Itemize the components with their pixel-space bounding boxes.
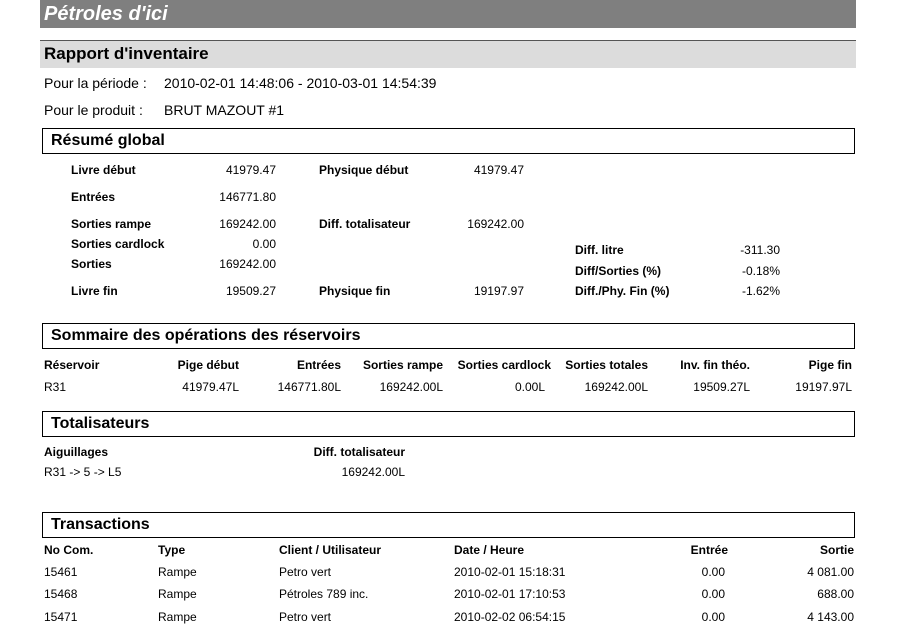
table-row-pige-fin: 19197.97L bbox=[795, 380, 852, 394]
table-row-entree: 0.00 bbox=[701, 610, 725, 624]
aiguillages-header: Aiguillages bbox=[44, 445, 109, 459]
table-row-aiguillage: R31 -> 5 -> L5 bbox=[44, 465, 122, 479]
table-row-sorties-totales: 169242.00L bbox=[584, 380, 648, 394]
entree-header: Entrée bbox=[690, 543, 728, 557]
entrees-value: 146771.80 bbox=[219, 190, 276, 204]
livre-debut-label: Livre début bbox=[71, 163, 136, 177]
table-row-reservoir: R31 bbox=[44, 380, 67, 394]
table-row-entrees: 146771.80L bbox=[277, 380, 341, 394]
sorties-totales-header: Sorties totales bbox=[565, 358, 648, 372]
type-header: Type bbox=[158, 543, 186, 557]
sorties-cardlock-header: Sorties cardlock bbox=[457, 358, 551, 372]
table-row-client: Petro vert bbox=[279, 610, 332, 624]
diff-phy-fin-value: -1.62% bbox=[741, 284, 780, 298]
diff-litre-label: Diff. litre bbox=[575, 243, 624, 257]
table-row-type: Rampe bbox=[158, 610, 197, 624]
diff-totalisateur-label: Diff. totalisateur bbox=[319, 217, 411, 231]
reservoirs-section-title: Sommaire des opérations des réservoirs bbox=[42, 323, 855, 349]
table-row-sortie: 4 143.00 bbox=[807, 610, 854, 624]
diff-totalisateur-header: Diff. totalisateur bbox=[313, 445, 405, 459]
table-row-no-com: 15471 bbox=[44, 610, 78, 624]
sorties-cardlock-label: Sorties cardlock bbox=[71, 237, 165, 251]
client-header: Client / Utilisateur bbox=[279, 543, 382, 557]
period-label: Pour la période : bbox=[44, 75, 147, 91]
diff-sorties-label: Diff/Sorties (%) bbox=[575, 264, 662, 278]
transactions-section-title: Transactions bbox=[42, 512, 855, 538]
physique-fin-value: 19197.97 bbox=[473, 284, 524, 298]
table-row-no-com: 15461 bbox=[44, 565, 78, 579]
company-banner: Pétroles d'ici bbox=[40, 0, 856, 28]
sorties-label: Sorties bbox=[71, 257, 112, 271]
totalisateurs-section-title: Totalisateurs bbox=[42, 411, 855, 437]
livre-fin-value: 19509.27 bbox=[225, 284, 276, 298]
product-label: Pour le produit : bbox=[44, 102, 143, 118]
sorties-rampe-header: Sorties rampe bbox=[362, 358, 443, 372]
diff-litre-value: -311.30 bbox=[740, 243, 780, 257]
pige-fin-header: Pige fin bbox=[808, 358, 852, 372]
product-value: BRUT MAZOUT #1 bbox=[164, 102, 285, 118]
reservoir-header: Réservoir bbox=[44, 358, 100, 372]
report-title: Rapport d'inventaire bbox=[40, 40, 856, 68]
entrees-header: Entrées bbox=[296, 358, 341, 372]
diff-totalisateur-value: 169242.00 bbox=[467, 217, 524, 231]
physique-fin-label: Physique fin bbox=[319, 284, 391, 298]
table-row-type: Rampe bbox=[158, 565, 197, 579]
period-value: 2010-02-01 14:48:06 - 2010-03-01 14:54:39 bbox=[164, 75, 437, 91]
table-row-date: 2010-02-01 15:18:31 bbox=[454, 565, 566, 579]
table-row-no-com: 15468 bbox=[44, 587, 78, 601]
entrees-label: Entrées bbox=[71, 190, 116, 204]
sorties-rampe-label: Sorties rampe bbox=[71, 217, 152, 231]
pige-debut-header: Pige début bbox=[177, 358, 239, 372]
physique-debut-label: Physique début bbox=[319, 163, 409, 177]
diff-phy-fin-label: Diff./Phy. Fin (%) bbox=[575, 284, 670, 298]
inv-fin-theo-header: Inv. fin théo. bbox=[680, 358, 750, 372]
table-row-client: Petro vert bbox=[279, 565, 332, 579]
livre-fin-label: Livre fin bbox=[71, 284, 118, 298]
table-row-entree: 0.00 bbox=[701, 587, 725, 601]
table-row-diff-totalisateur: 169242.00L bbox=[341, 465, 405, 479]
date-header: Date / Heure bbox=[454, 543, 525, 557]
sorties-value: 169242.00 bbox=[219, 257, 276, 271]
table-row-entree: 0.00 bbox=[701, 565, 725, 579]
table-row-inv-fin-theo: 19509.27L bbox=[693, 380, 750, 394]
no-com-header: No Com. bbox=[44, 543, 94, 557]
physique-debut-value: 41979.47 bbox=[473, 163, 524, 177]
sorties-rampe-value: 169242.00 bbox=[219, 217, 276, 231]
table-row-pige-debut: 41979.47L bbox=[182, 380, 239, 394]
table-row-client: Pétroles 789 inc. bbox=[279, 587, 369, 601]
table-row-sortie: 688.00 bbox=[817, 587, 854, 601]
table-row-sorties-cardlock: 0.00L bbox=[514, 380, 545, 394]
sorties-cardlock-value: 0.00 bbox=[252, 237, 276, 251]
diff-sorties-value: -0.18% bbox=[741, 264, 780, 278]
table-row-sortie: 4 081.00 bbox=[807, 565, 854, 579]
sortie-header: Sortie bbox=[819, 543, 854, 557]
livre-debut-value: 41979.47 bbox=[225, 163, 276, 177]
table-row-date: 2010-02-01 17:10:53 bbox=[454, 587, 566, 601]
table-row-sorties-rampe: 169242.00L bbox=[379, 380, 443, 394]
summary-section-title: Résumé global bbox=[42, 128, 855, 154]
table-row-date: 2010-02-02 06:54:15 bbox=[454, 610, 566, 624]
table-row-type: Rampe bbox=[158, 587, 197, 601]
